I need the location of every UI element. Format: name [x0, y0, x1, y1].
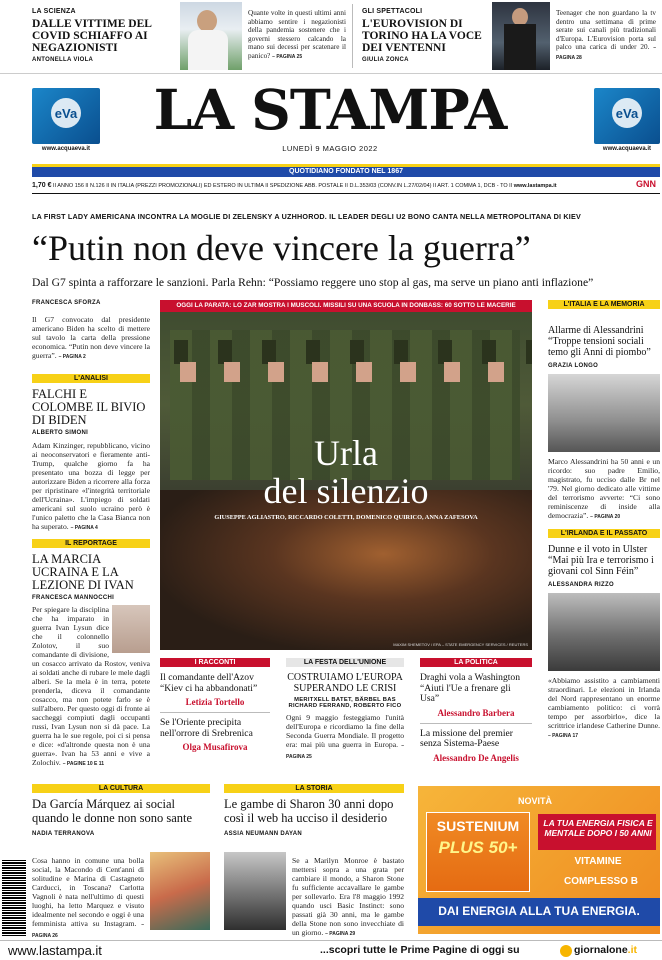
teaser-title: L'EUROVISION DI TORINO HA LA VOCE DEI VENTENNI [362, 18, 482, 54]
photo-authors: GIUSEPPE AGLIASTRO, RICCARDO COLETTI, DOMENICO QUIRICO, ANNA ZAFESOVA [214, 514, 478, 521]
top-teasers [0, 0, 662, 74]
ad-plus: PLUS 50+ [438, 838, 518, 857]
lead-author: FRANCESCA SFORZA [32, 300, 101, 306]
teaser-science[interactable] [32, 8, 182, 63]
analisi-body: Adam Kinzinger, repubblicano, vicino ai neoconservatori e fieramente anti-Trump, qualche giorno fa ha presentato una bozza di legge per autorizzare Biden a ricorrere alla forza per ripristinare «l'integrità territoriale dell'Ucraina». L'impiego di soldati americani sul suolo ucraino però è l'unico paletto che la Casa Bianca non ha superato. – PAGINA 4 [32, 441, 150, 531]
ad-complesso: COMPLESSO B [564, 876, 638, 887]
lead-body: Il G7 convocato dal presidente americano Biden ha scelto di mettere sul tavolo la carta della pressione economica. “Putin non deve vincere la guerra”. – PAGINA 2 [32, 315, 150, 360]
eva-logo: eVa [54, 106, 78, 121]
politica-column [420, 658, 532, 763]
section-label-racconti: I RACCONTI [160, 658, 270, 667]
racconti-item2[interactable]: Se l'Oriente precipita nell'orrore di Srebrenica [160, 717, 253, 739]
teaser-author: ANTONELLA VIOLA [32, 57, 94, 63]
sustenium-ad[interactable] [418, 786, 660, 934]
section-label-storia: LA STORIA [224, 784, 404, 793]
racconti-author2: Olga Musafirova [182, 742, 248, 752]
eva-url-right[interactable]: www.acquaeva.it [602, 146, 652, 152]
analisi-author: ALBERTO SIMONI [32, 430, 89, 436]
divider [420, 723, 532, 724]
teaser-kicker: LA SCIENZA [32, 8, 76, 15]
storia-body: Se a Marilyn Monroe è bastato mettersi sopra a una grata per cambiare il mondo, a Sharon Stone fu sufficiente accavallare le gambe per sollevarlo. Era l'8 maggio 1992 quando usci Basic Instinct: sono passati già 30 anni, ma le gambe della Stone non sono invecchiate di un giorno. – PAGINA 29 [292, 856, 404, 937]
section-label-reportage: IL REPORTAGE [32, 539, 150, 548]
rule [32, 193, 660, 194]
footer-brand[interactable]: giornalone.it [574, 944, 638, 956]
teaser-kicker: GLI SPETTACOLI [362, 8, 423, 15]
analisi-title[interactable]: FALCHI E COLOMBE IL BIVIO DI BIDEN [32, 387, 146, 427]
festa-column [286, 658, 404, 762]
cultura-illustration [150, 852, 210, 930]
reportage-photo [112, 605, 150, 653]
divider [160, 712, 270, 713]
reportage-title[interactable]: LA MARCIA UCRAINA E LA LEZIONE DI IVAN [32, 552, 134, 592]
eva-url-left[interactable]: www.acquaeva.it [41, 146, 91, 152]
politica-author1: Alessandro Barbera [437, 707, 515, 718]
italia-body: Marco Alessandrini ha 50 anni e un ricordo: suo padre Emilio, magistrato, fu ucciso dalle Br nel '79. Nel giorno dedicato alle vittime del terrorismo avverte: “Ci sono reminiscenze di inside alla democrazia”. – PAGINA 20 [548, 457, 660, 520]
irlanda-body: «Abbiamo assistito a cambiamenti straordinari. Le elezioni in Irlanda del Nord rappresentano un enorme cambiamento politico: ci vorrà tempo per assorbirlo», dice la scrittrice irlandese Catherine Dunne. – PAGINA 17 [548, 676, 660, 739]
festa-authors: MERITXELL BATET, BÄRBEL BAS RICHARD FERRAND, ROBERTO FICO [288, 697, 402, 709]
ad-bottom-text: DAI ENERGIA ALLA TUA ENERGIA. [438, 904, 640, 918]
masthead-date: LUNEDÌ 9 MAGGIO 2022 [282, 144, 378, 153]
founded-bar: QUOTIDIANO FONDATO NEL 1867 [32, 167, 660, 177]
eva-ad-left[interactable] [32, 88, 100, 144]
photo-credit: MAXIM SHEMETOV / EPA – STATE EMERGENCY SERVICES / REUTERS [393, 642, 528, 647]
gnn-logo: GNN [636, 179, 656, 189]
racconti-item1[interactable]: Il comandante dell'Azov “Kiev ci ha abbandonati” [160, 672, 258, 694]
racconti-author1: Letizia Tortello [185, 697, 245, 707]
teaser-author: GIULIA ZONCA [362, 57, 409, 63]
storia-photo [224, 852, 286, 930]
info-text: II ANNO 156 II N.126 II IN ITALIA (PREZZI PROMOZIONALI) ED ESTERO IN ULTIMA II SPEDIZIONE ABB. POSTALE II D.L.353/03 (CONV.IN L.27/02/04) II ART. 1 COMMA 1, DCB - TO II [53, 183, 513, 189]
main-photo[interactable] [160, 300, 532, 650]
irlanda-photo [548, 593, 660, 671]
teaser-photo-singer [492, 2, 550, 70]
reportage-body: Per spiegare la disciplina che ha imparato in guerra Ivan Lysun dice che il colonnello Zolotov, il suo comandante di divisione, un cosacco arrivato da Rostov, veniva ai soldati anche di rubare le mele dagli alberi. Se la mela è in terra, potete prenderla, diceva il comandante cosacco, ma non potete farlo se è sull'albero. Per questo oggi di fronte ai saccheggi compiuti dagli occupanti russi, Ivan Lysun non si dà pace. La guerra ha le sue regole, poi ci si pensa e dice: «d'altronde questa non è una guerra». Ivan ha 53 anni e vive a Zolochiv. – PAGINE 10 E 11 [32, 605, 150, 767]
cultura-body: Cosa hanno in comune una bolla social, la Macondo di Cent'anni di solitudine e Marina di Castagneto Carducci, in Toscana? Carlotta Vagnoli è nata nell'ultimo di questi luoghi, ha letto Marquez e visuto idealmente nel secondo e oggi è una femminista attiva su Instagram. – PAGINA 26 [32, 856, 144, 939]
photo-title-line1: Urla [314, 433, 378, 473]
site-link[interactable]: www.lastampa.it [513, 183, 557, 189]
politica-item2[interactable]: La missione del premier senza Sistema-Paese [420, 727, 513, 749]
ad-brand: SUSTENIUM [436, 818, 520, 834]
section-label-cultura: LA CULTURA [32, 784, 210, 793]
politica-author2: Alessandro De Angelis [433, 752, 519, 763]
cultura-section [32, 784, 210, 837]
section-label-italia: L'ITALIA E LA MEMORIA [548, 300, 660, 309]
masthead-title[interactable]: LA STAMPA [153, 77, 507, 142]
ad-novita: NOVITÀ [518, 796, 553, 806]
teaser-science-text: Quante volte in questi ultimi anni abbiamo sentire i negazionisti della pandemia sostenere che i governi stessero calcando la mano sui decessi per scatenare il panico? – PAGINA 25 [248, 9, 346, 60]
cultura-title[interactable]: Da García Márquez ai social quando le donne non sono sante [32, 797, 193, 825]
price: 1,70 € [32, 182, 52, 189]
cultura-author: NADIA TERRANOVA [32, 831, 95, 837]
festa-title[interactable]: COSTRUIAMO L'EUROPA SUPERANDO LE CRISI [287, 672, 403, 694]
section-label-irlanda: L'IRLANDA E IL PASSATO [548, 529, 660, 538]
teaser-title: DALLE VITTIME DEL COVID SCHIAFFO AI NEGAZIONISTI [32, 18, 152, 54]
eva-logo: eVa [615, 106, 639, 121]
divider [352, 4, 353, 68]
festa-body: Ogni 9 maggio festeggiamo l'unità dell'Europa e ricordiamo la fine della Seconda Guerra Mondiale. Il progetto era: mai più una guerra in Europa. – PAGINA 25 [286, 713, 405, 760]
storia-author: ASSIA NEUMANN DAYAN [224, 831, 303, 837]
irlanda-title[interactable]: Dunne e il voto in Ulster “Mai più Ira e terrorismo i giovani col Sinn Féin” [548, 544, 654, 577]
ad-tagline: LA TUA ENERGIA FISICA E MENTALE DOPO I 50 ANNI [543, 818, 653, 838]
left-column [32, 300, 150, 769]
eva-ad-right[interactable] [594, 88, 660, 144]
photo-title-line2: del silenzio [263, 471, 429, 511]
reportage-author: FRANCESCA MANNOCCHI [32, 595, 115, 601]
section-label-analisi: L'ANALISI [32, 374, 150, 383]
italia-photo [548, 374, 660, 452]
ad-vitamine: VITAMINE [574, 856, 622, 867]
teaser-photo-scientist [180, 2, 242, 70]
italia-title[interactable]: Allarme di Alessandrini “Troppe tensioni sociali temo gli Anni di piombo” [548, 325, 651, 358]
racconti-column [160, 658, 270, 752]
storia-section [224, 784, 404, 837]
section-label-politica: LA POLITICA [420, 658, 532, 667]
lead-subhead: Dal G7 spinta a rafforzare le sanzioni. Parla Rehn: “Possiamo reggere uno stop al gas, ma serve un piano anti inflazione” [32, 276, 594, 289]
teaser-eurovision-text: Teenager che non guardano la tv dentro una settimana di prime serate sui canali più tradizionali d'Europa. L'Eurovision porta sul palco una carica di under 20. – PAGINA 28 [556, 9, 656, 61]
storia-title[interactable]: Le gambe di Sharon 30 anni dopo così il web ha ucciso il desiderio [224, 797, 394, 825]
barcode [2, 860, 26, 936]
footer-promo: ...scopri tutte le Prime Pagine di oggi su [320, 944, 520, 956]
right-column [548, 300, 660, 741]
footer [0, 940, 662, 960]
photo-banner: OGGI LA PARATA: LO ZAR MOSTRA I MUSCOLI. MISSILI SU UNA SCUOLA IN DONBASS: 60 SOTTO LE MACERIE [160, 300, 532, 312]
irlanda-author: ALESSANDRA RIZZO [548, 582, 614, 588]
politica-item1[interactable]: Draghi vola a Washington “Aiuti l'Ue a frenare gli Usa” [420, 672, 521, 704]
lead-headline[interactable]: “Putin non deve vincere la guerra” [32, 228, 531, 268]
footer-site[interactable]: www.lastampa.it [8, 943, 102, 958]
info-line [32, 180, 660, 191]
teaser-eurovision[interactable] [362, 8, 494, 63]
giornalone-icon [560, 945, 572, 957]
section-label-festa: LA FESTA DELL'UNIONE [286, 658, 404, 667]
italia-author: GRAZIA LONGO [548, 363, 599, 369]
lead-kicker: LA FIRST LADY AMERICANA INCONTRA LA MOGLIE DI ZELENSKY A UZHHOROD. IL LEADER DEGLI U2 BONO CANTA NELLA METROPOLITANA DI KIEV [32, 212, 581, 221]
